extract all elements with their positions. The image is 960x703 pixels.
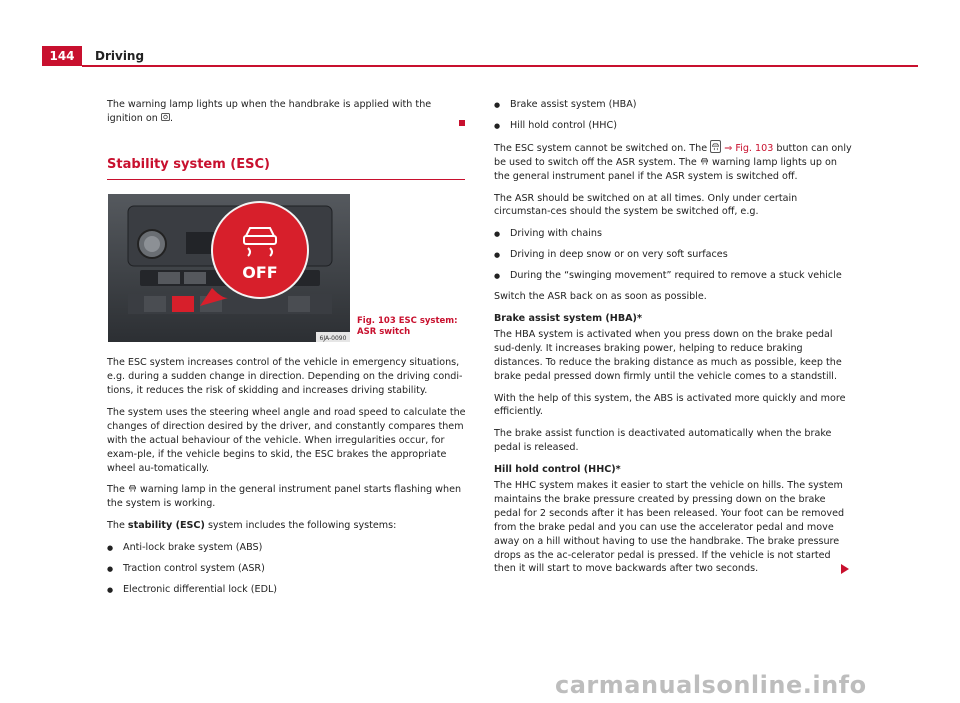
section-title: Stability system (ESC) bbox=[107, 156, 270, 172]
list-item: ● Driving in deep snow or on very soft surfaces bbox=[494, 248, 854, 262]
asr-text-mid: button can only be used to switch off the ASR system. The bbox=[494, 142, 852, 168]
list-item: ● Traction control system (ASR) bbox=[107, 562, 467, 576]
hba-paragraph-3: The brake assist function is deactivated automatically when the brake pedal is released. bbox=[494, 428, 832, 454]
esc-paragraph-3 bbox=[107, 483, 467, 511]
esc-systems-bold: stability (ESC) bbox=[127, 520, 205, 532]
list-item: ● Driving with chains bbox=[494, 227, 854, 241]
handbrake-text-end: . bbox=[169, 112, 174, 124]
figure-code: 6JA-0090 bbox=[319, 335, 347, 343]
list-item: ● Hill hold control (HHC) bbox=[494, 119, 854, 133]
hhc-paragraph-1: The HHC system makes it easier to start the vehicle on hills. The system maintains the brake pressure created by pressing down on the brake pedal for 2 seconds after it has been released. Your foot can be removed from the brake pedal and you can use the accelerator pedal and move away on a hill without having to use the handbrake. The brake pressure drops as the ac-celerator pedal is pressed. If the vehicle is not started then it will start to move backwards after two seconds. bbox=[494, 480, 845, 575]
list-item: ● Anti-lock brake system (ABS) bbox=[107, 541, 467, 555]
section-rule bbox=[107, 179, 465, 181]
esc-systems-pre: The bbox=[107, 520, 125, 532]
asr-note: The ASR should be switched on at all times. Only under certain circumstan-ces should the system be switched off, e.g. bbox=[494, 192, 798, 218]
esc-paragraph-2: The system uses the steering wheel angle and road speed to calculate the changes of direction desired by the driver, and constantly compares them with the actual behaviour of the vehicle. When irregularities occur, for exam-ple, if the vehicle begins to skid, the ESC brakes the appropriate wheel au-tomatically. bbox=[107, 406, 466, 474]
asr-off-button-icon bbox=[710, 140, 721, 153]
asr-text-pre: The ESC system cannot be switched on. The bbox=[494, 142, 708, 154]
dashboard-illustration bbox=[108, 194, 350, 342]
list-item: ● Electronic differential lock (EDL) bbox=[107, 583, 467, 597]
hba-heading: Brake assist system (HBA)* bbox=[494, 312, 642, 324]
esc-skid-car-icon bbox=[700, 156, 709, 166]
esc-systems-post: system includes the following systems: bbox=[207, 520, 397, 532]
figure-caption bbox=[357, 316, 467, 338]
page-number: 144 bbox=[42, 46, 82, 66]
figure-103-link[interactable]: ⇒ Fig. 103 bbox=[724, 142, 774, 154]
list-item: ● Brake assist system (HBA) bbox=[494, 98, 854, 112]
off-label: OFF bbox=[242, 263, 278, 283]
handbrake-paragraph bbox=[107, 98, 467, 126]
esc-paragraph-4 bbox=[107, 519, 467, 533]
continue-arrow-icon bbox=[841, 564, 849, 574]
esc-paragraph-1: The ESC system increases control of the vehicle in emergency situations, e.g. during a sudden change in direction. Depending on the driving condi-tions, it reduces the risk of skidding and increases driving stability. bbox=[107, 357, 463, 396]
asr-paragraph bbox=[494, 140, 854, 184]
handbrake-warning-icon bbox=[161, 112, 170, 122]
header-rule bbox=[82, 65, 918, 67]
esc-lamp-text-pre: The bbox=[107, 484, 125, 496]
esc-skid-car-icon bbox=[128, 483, 137, 493]
right-column bbox=[494, 98, 854, 584]
asr-text-post: warning lamp lights up on the general instrument panel if the ASR system is switched off. bbox=[494, 156, 837, 182]
caption-line-2: ASR switch bbox=[357, 327, 411, 338]
esc-lamp-text-post: warning lamp in the general instrument panel starts flashing when the system is working. bbox=[107, 484, 462, 510]
handbrake-text: The warning lamp lights up when the handbrake is applied with the ignition on bbox=[107, 99, 432, 124]
watermark: carmanualsonline.info bbox=[555, 671, 867, 699]
caption-line-1: Fig. 103 ESC system: bbox=[357, 316, 458, 327]
end-of-section-mark bbox=[459, 120, 465, 126]
esc-switch-photo bbox=[108, 194, 350, 342]
asr-switch-back: Switch the ASR back on as soon as possible. bbox=[494, 291, 707, 303]
hhc-heading: Hill hold control (HHC)* bbox=[494, 464, 621, 476]
hba-paragraph-1: The HBA system is activated when you press down on the brake pedal sud-denly. It increases braking power, helping to reduce braking distances. To reduce the braking distance as much as possible, keep the brake pedal pressed down firmly until the vehicle comes to a standstill. bbox=[494, 328, 842, 382]
list-item: ● During the “swinging movement” required to remove a stuck vehicle bbox=[494, 269, 854, 283]
chapter-title: Driving bbox=[95, 49, 145, 63]
left-column bbox=[107, 98, 467, 604]
figure-103 bbox=[107, 194, 467, 342]
hba-paragraph-2: With the help of this system, the ABS is activated more quickly and more efficiently. bbox=[494, 392, 846, 418]
